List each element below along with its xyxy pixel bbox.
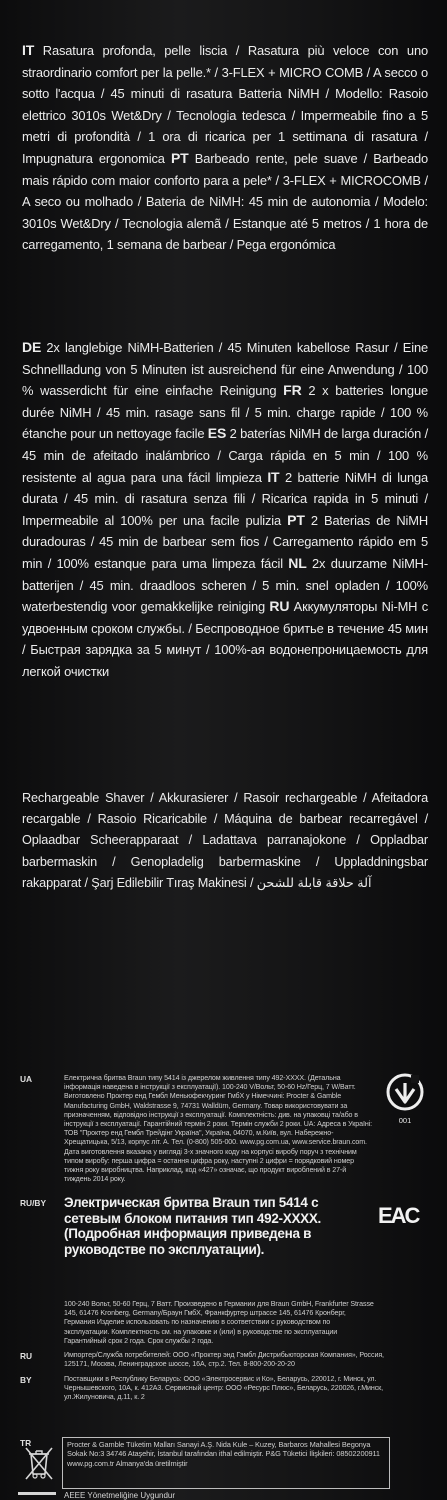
language-code: DE	[22, 339, 42, 355]
ua-conformity-mark-icon	[385, 1072, 425, 1112]
country-code-by: BY	[20, 1375, 32, 1385]
language-code: ES	[207, 425, 227, 442]
feature-text-it-pt: IT Rasatura profonda, pelle liscia / Rasatura più veloce con uno straordinario comfort per la pelle.* / 3-FLEX + MICRO COMB / A secco o sotto l'acqua / 45 minuti di rasatura Batteria NiMH / Modello: Rasoio elettrico 3010s Wet&Dry / Tecnologia tedesca / Impermeabile fino a 5 metri di profondità / 1 ora di ricarica per 1 settimana di rasatura / Impugnatura ergonomica PT Barbeado rente, pele suave / Barbeado mais rápido com maior conforto para a pele* / 3-FLEX + MICROCOMB / A seco ou molhado / Bateria de NiMH: 45 min de autonomia / Modelo: 3010s Wet&Dry / Tecnologia alemã / Estanque até 5 metros / 1 hora de carregamento, 1 semana de barbear / Pega ergonómica	[22, 42, 428, 253]
crossed-bin-icon	[22, 1444, 56, 1482]
country-code-tr: TR	[20, 1438, 32, 1448]
tr-importer-box	[62, 1437, 390, 1489]
by-supplier-text: Поставщики в Республику Беларусь: ООО «Электросервис и Ко», Беларусь, 220012, г. Минск, ул. Чернышевского, 10А, к. 412А3. Сервисный центр: ООО «Ресурс Плюс», Беларусь, 220026, г.Минск, ул.Жилуновича, д.11, к. 2	[64, 1375, 384, 1402]
feature-text-multilang: DE 2x langlebige NiMH-Batterien / 45 Minuten kabellose Rasur / Eine Schnellladung von 5 Minuten ist ausreichend für eine Anwendung / 100 % wasserdicht für eine einfache Reinigung FR 2 x batteries longue durée NiMH / 45 min. rasage sans fil / 5 min. charge rapide / 100 % étanche pour un nettoyage facile ES 2 baterías NiMH de larga duración / 45 min de afeitado inalámbrico / Carga rápida en 5 min / 100 % resistente al agua para una fácil limpieza IT 2 batterie NiMH di lunga durata / 45 min. di rasatura senza fili / Ricarica rapida in 5 minuti / Impermeabile al 100% per una facile pulizia PT 2 Baterias de NiMH duradouras / 45 min de barbear sem fios / Carregamento rápido em 5 min / 100% estanque para uma limpeza fácil NL 2x duurzame NiMH-batterijen / 45 min. draadloos scheren / 5 min. snel opladen / 100% waterbestendig voor gemakkelijke reiniging RU Аккумуляторы Ni-MH с удвоенным сроком службы. / Беспроводное бритье в течение 45 мин / Быстрая зарядка за 5 минут / 100%-ая водонепроницаемость для легкой очистки	[22, 339, 429, 679]
language-code: RU	[269, 598, 290, 615]
language-code: NL	[288, 554, 307, 571]
ua-legal-text: Електрична бритва Braun типу 5414 із джерелом живлення типу 492-XXXX. (Детальна інформація наведена в інструкції з експлуатації). 100-240 V/Вольт, 50-60 Hz/Герц, 7 W/Ватт. Виготовлено Проктер енд Гембл Меньюфекчуринг ГмбХ у Німеччині: Procter & Gamble Manufacturing GmbH, Waldstrasse 9, 74731 Walldürn, Germany. Товар використовувати за призначенням, відповідно інструкції з експлуатації. Комплектність: див. на упаковці та/або в інструкції з експлуатації. Гарантійний термін 2 роки. Термін служби 2 роки. UA: Адреса в Україні: ТОВ "Проктер енд Гембл Трейдінг Україна", Україна, 04070, м.Київ, вул. Набережно-Хрещатицька, 5/13, корпус літ. А. Тел. (0-800) 505-000. www.pg.com.ua, www.service.braun.com. Дата виготовлення вказана у вигляді 3-х значного коду на корпусі виробу поруч з технічним типом виробу: перша цифра = остання цифра року, наступні 2 цифри = порядковий номер тижня року виробництва. Наприклад, код «427» означає, що продукт вироблений в 27-й тиждень 2014 року.	[64, 1074, 372, 1184]
language-code: PT	[287, 511, 305, 528]
country-code-ru: RU	[20, 1351, 33, 1361]
weee-underline	[18, 1492, 56, 1495]
product-name-multilang: Rechargeable Shaver / Akkurasierer / Rasoir rechargeable / Afeitadora recargable / Rasoio Ricaricabile / Máquina de barbear recarregável / Oplaadbar Scheerapparaat / Ladattava parranajokone / Oppladbar barbermaskin / Genopladelig barbermaskine / Uppladdningsbar rakapparat / Şarj Edilebilir Tıraş Makinesi / آلة حلاقة قابلة للشحن	[22, 791, 428, 890]
country-code-ru-by: RU/BY	[20, 1198, 47, 1208]
tr-importer-text: Procter & Gamble Tüketim Malları Sanayi A.Ş. Nida Kule – Kuzey, Barbaros Mahallesi Begonya Sokak No:3 34746 Ataşehir, İstanbul tarafından ithal edilmiştir. P&G Tüketici İlişkileri: 08502200911 www.pg.com.tr Almanya'da üretilmiştir	[67, 1440, 380, 1468]
language-code: FR	[283, 382, 302, 399]
ru-headline: Электрическая бритва Braun тип 5414 с сетевым блоком питания тип 492-XXXX. (Подробная информация приведена в руководстве по эксплуатации).	[64, 1195, 322, 1257]
ru-importer-text: Импортер/Служба потребителей: ООО «Проктер энд Гэмбл Дистрибьюторская Компания», Россия, 125171, Москва, Ленинградское шоссе, 16А, стр.2. Тел. 8-800-200-20-20	[64, 1351, 384, 1369]
aeee-compliance-text: AEEE Yönetmeliğine Uygundur	[64, 1491, 176, 1500]
eac-mark: EAC	[378, 1203, 419, 1228]
language-code: PT	[170, 149, 189, 166]
language-code: IT	[267, 468, 280, 485]
language-code: IT	[22, 42, 35, 58]
ru-legal-text: 100-240 Вольт, 50-60 Герц, 7 Ватт. Произведено в Германии для Braun GmbH, Frankfurter Strasse 145, 61476 Kronberg, Germany/Браун ГмбХ, Франкфуртер штрассе 145, 61476 Кронберг, Германия Изделие использовать по назначению в соответствии с руководством по эксплуатации. Комплектность см. на упаковке и (или) в руководстве по эксплуатации Гарантийный срок 2 года. Срок службы 2 года.	[64, 1300, 374, 1345]
ua-mark-number: 001	[398, 1116, 412, 1125]
country-code-ua: UA	[20, 1074, 33, 1084]
